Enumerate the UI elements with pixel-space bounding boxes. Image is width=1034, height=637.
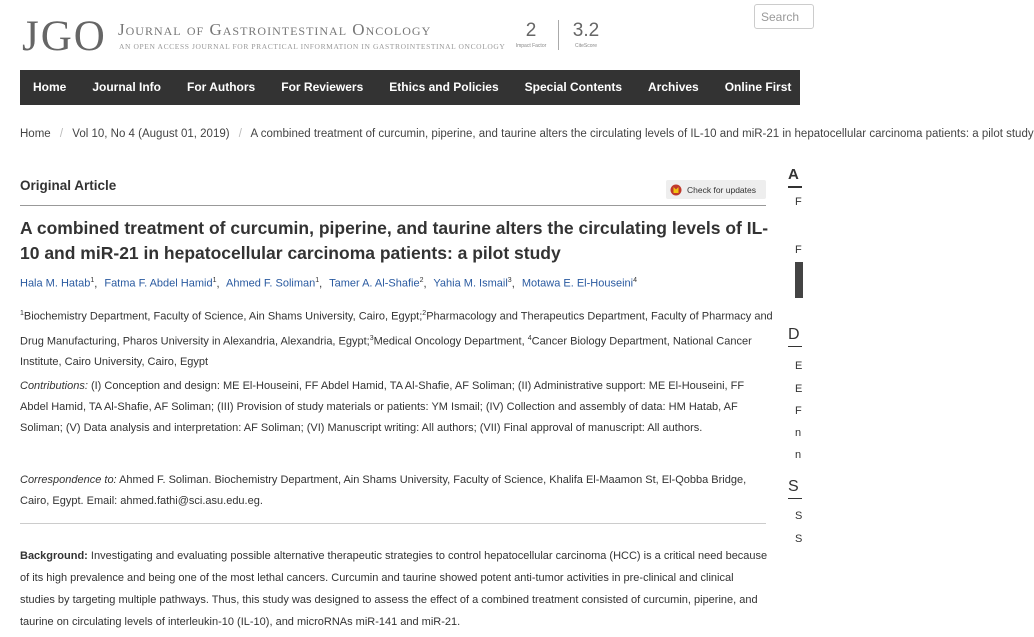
correspondence-label: Correspondence to: [20, 474, 117, 486]
sidebar-item[interactable]: n [795, 427, 802, 439]
sidebar-item[interactable]: S [795, 510, 803, 522]
sidebar-heading: A [788, 166, 799, 183]
article-type: Original Article [20, 178, 117, 193]
affiliations [20, 303, 780, 373]
affiliation-number: 3 [369, 334, 374, 342]
contributions-text: (I) Conception and design: ME El-Houseini, FF Abdel Hamid, TA Al-Shafie, AF Soliman; (II) Administrative support: ME El-Houseini, FF Abdel Hamid, TA Al-Shafie, AF Soliman; (III) Provision of study materials or patients: YM Ismail; (IV) Collection and assembly of data: HM Hatab, AF Soliman; (V) Data analysis and interpretation: AF Soliman; (VI) Manuscript writing: All authors; (VII) Final approval of manuscript: All authors. [20, 380, 745, 434]
author-link[interactable]: Fatma F. Abdel Hamid [104, 277, 213, 290]
sidebar-thumbnail[interactable] [795, 262, 803, 298]
author-link[interactable]: Tamer A. Al-Shafie [329, 277, 420, 290]
sidebar-item[interactable]: F [795, 244, 802, 256]
sidebar-heading-rule [788, 346, 802, 347]
affiliation-number: 4 [527, 334, 532, 342]
breadcrumb-separator: / [238, 128, 242, 140]
nav-home[interactable]: Home [33, 80, 67, 94]
breadcrumb-home[interactable]: Home [20, 128, 51, 140]
author-link[interactable]: Motawa E. El-Houseini [521, 277, 634, 290]
sidebar-item[interactable]: E [795, 383, 803, 395]
sidebar-item[interactable]: F [795, 196, 802, 208]
correspondence [20, 470, 770, 512]
divider [20, 523, 766, 524]
affiliation-text: Cancer Biology Department, National Cancer Institute, Cairo University, Cairo, Egypt [20, 335, 752, 369]
nav-journal-info[interactable]: Journal Info [92, 80, 162, 94]
nav-ethics-policies[interactable]: Ethics and Policies [389, 80, 499, 94]
journal-logo[interactable]: JGO [22, 13, 107, 60]
contributions-label: Contributions: [20, 380, 88, 392]
sidebar-heading: D [788, 326, 800, 343]
impact-factor-label: Impact Factor [515, 43, 547, 49]
sidebar-item[interactable]: E [795, 360, 803, 372]
author-affiliation-number: 3 [507, 277, 512, 284]
journal-subtitle: AN OPEN ACCESS JOURNAL FOR PRACTICAL INFORMATION IN GASTROINTESTINAL ONCOLOGY [119, 42, 506, 51]
impact-factor[interactable] [512, 20, 550, 49]
author-affiliation-number: 1 [90, 277, 95, 284]
nav-for-reviewers[interactable]: For Reviewers [281, 80, 364, 94]
article-title: A combined treatment of curcumin, piperine, and taurine alters the circulating levels of IL-10 and miR-21 in hepatocellular carcinoma patients: a pilot study [20, 218, 769, 263]
main-nav [20, 70, 862, 105]
check-updates-label: Check for updates [687, 184, 756, 195]
search-input[interactable]: Search [754, 4, 814, 29]
breadcrumb-separator: / [59, 128, 64, 140]
author-affiliation-number: 2 [419, 277, 424, 284]
check-updates-icon [670, 184, 682, 196]
sidebar-heading: S [788, 478, 799, 495]
sidebar-item[interactable]: n [795, 449, 802, 461]
correspondence-text: Ahmed F. Soliman. Biochemistry Department, Ain Shams University, Faculty of Science, Khalifa El-Maamon St, El-Qobba Bridge, Cairo, Egypt. Email: ahmed.fathi@sci.asu.edu.eg. [20, 474, 747, 507]
citescore[interactable] [566, 20, 606, 49]
author-link[interactable]: Ahmed F. Soliman [225, 277, 316, 290]
nav-special-contents[interactable]: Special Contents [524, 80, 623, 94]
nav-archives[interactable]: Archives [648, 80, 699, 94]
journal-name[interactable]: Journal of Gastrointestinal Oncology [118, 20, 432, 39]
divider [20, 205, 766, 206]
author-affiliation-number: 4 [633, 277, 637, 284]
affiliation-text: Medical Oncology Department, [373, 335, 528, 348]
check-for-updates-button[interactable] [666, 180, 766, 199]
breadcrumb [20, 128, 1034, 144]
affiliation-number: 1 [20, 310, 24, 317]
author-link[interactable]: Hala M. Hatab [20, 277, 91, 290]
metric-divider [558, 20, 559, 50]
breadcrumb-issue[interactable]: Vol 10, No 4 (August 01, 2019) [72, 128, 230, 140]
sidebar-item[interactable]: F [795, 405, 802, 417]
background-label: Background: [20, 550, 88, 562]
affiliation-text: Biochemistry Department, Faculty of Science, Ain Shams University, Cairo, Egypt; [23, 310, 423, 323]
site-header [0, 0, 800, 70]
sidebar-heading-rule [788, 186, 802, 188]
abstract-background [20, 545, 770, 633]
author-affiliation-number: 1 [212, 277, 217, 284]
nav-online-first[interactable]: Online First [724, 80, 792, 94]
author-affiliation-number: 1 [315, 277, 320, 284]
author-list: Hala M. Hatab$^1$, Fatma F. Abdel Hamid$^1$, Ahmed F. Soliman$^1$, Tamer A. Al-Shafie$^2$, Yahia M. Ismail$^3$, Motawa E. El-Houseini$^4$ [20, 277, 637, 290]
nav-articles[interactable]: Articles [817, 80, 862, 94]
nav-for-authors[interactable]: For Authors [187, 80, 256, 94]
author-link[interactable]: Yahia M. Ismail [433, 277, 508, 290]
affiliation-number: 2 [422, 310, 427, 317]
sidebar-heading-rule [788, 498, 802, 499]
citescore-value: 3.2 [572, 20, 600, 41]
background-text: Investigating and evaluating possible alternative therapeutic strategies to control hepatocellular carcinoma (HCC) is a critical need because of its high prevalence and being one of the most lethal cancers. Curcumin and taurine showed potent anti-tumor activities in pre-clinical and clinical studies by targeting multiple pathways. Thus, this study was designed to assess the effect of a combined treatment consisted of curcumin, piperine, and taurine on circulating levels of interleukin-10 (IL-10), and microRNAs miR-141 and miR-21. [20, 550, 768, 628]
sidebar-item[interactable]: S [795, 533, 803, 545]
contributions [20, 376, 770, 439]
affiliation-text: Pharmacology and Therapeutics Department, Faculty of Pharmacy and Drug Manufacturing, Pharos University in Alexandria, Alexandria, Egypt; [20, 310, 773, 348]
citescore-label: CiteScore [575, 43, 597, 49]
breadcrumb-current: A combined treatment of curcumin, piperine, and taurine alters the circulating levels of IL-10 and miR-21 in hepatocellular carcinoma patients: a pilot study [250, 128, 1034, 140]
impact-factor-value: 2 [525, 20, 537, 41]
